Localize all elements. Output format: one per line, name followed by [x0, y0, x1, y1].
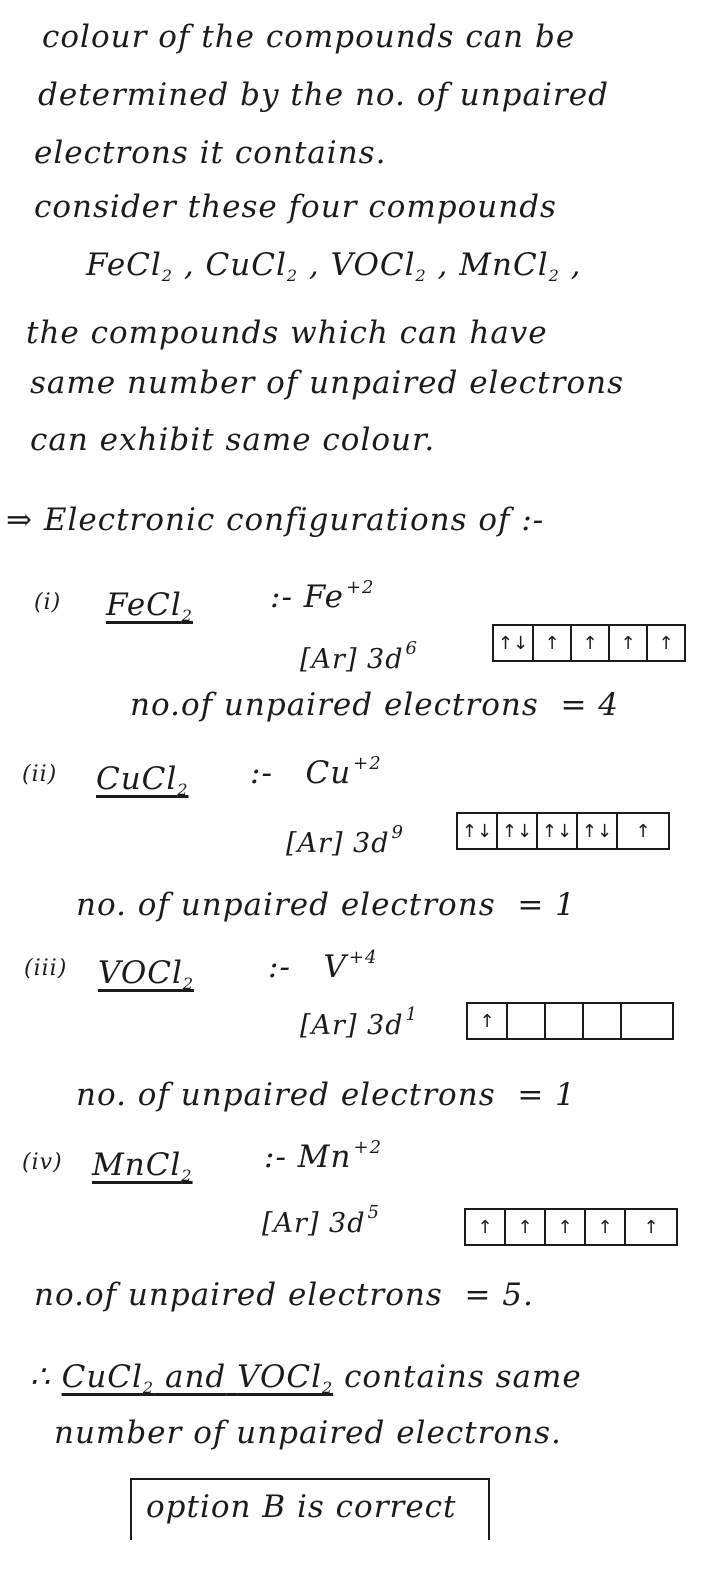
conclusion-underlined: CuCl2 and VOCl2: [61, 1359, 334, 1397]
compound-fecl2: FeCl2: [86, 247, 173, 285]
orbital-box: ↑: [643, 1216, 659, 1238]
item-ion: :- Cu $^{+2}$: [250, 753, 382, 791]
item-number: (ii): [22, 762, 58, 787]
orbital-box: ↑: [546, 1210, 586, 1244]
orbital-box: [546, 1004, 584, 1038]
orbital-diagram: [464, 1208, 678, 1246]
conclusion-line-1: ∴ CuCl2 and VOCl2 contains same: [30, 1359, 582, 1397]
intro-line-8: can exhibit same colour.: [30, 422, 436, 458]
intro-line-6: the compounds which can have: [26, 315, 548, 351]
orbital-box: ↑↓: [458, 814, 498, 848]
item-ion: :- Fe $^{+2}$: [270, 577, 375, 615]
orbital-box: ↑: [534, 626, 572, 660]
item-compound: MnCl2: [92, 1147, 193, 1185]
orbital-box: ↑↓: [538, 814, 578, 848]
intro-line-2: determined by the no. of unpaired: [38, 77, 609, 113]
intro-line-1: colour of the compounds can be: [42, 19, 576, 55]
orbital-box: ↑↓: [494, 626, 534, 660]
answer-text: option B is correct: [146, 1489, 457, 1525]
item-config: [Ar] 3d $^5$: [262, 1202, 380, 1239]
intro-line-7: same number of unpaired electrons: [30, 365, 624, 401]
orbital-box: ↑: [658, 632, 674, 654]
item-config: [Ar] 3d $^6$: [300, 638, 418, 675]
unpaired-count: no. of unpaired electrons = 1: [76, 887, 576, 923]
intro-line-4: consider these four compounds: [34, 189, 557, 225]
item-number: (iv): [22, 1150, 63, 1175]
item-ion: :- V $^{+4}$: [268, 947, 378, 985]
orbital-box: ↑↓: [498, 814, 538, 848]
orbital-box: [622, 1004, 672, 1038]
orbital-box: ↑: [468, 1004, 508, 1038]
orbital-box: ↑: [466, 1210, 506, 1244]
item-ion: :- Mn $^{+2}$: [264, 1137, 383, 1175]
orbital-box: ↑: [506, 1210, 546, 1244]
section-heading: ⇒ Electronic configurations of :-: [6, 502, 545, 538]
compound-list: FeCl2 , CuCl2 , VOCl2 , MnCl2 ,: [86, 247, 582, 285]
compound-vocl2: VOCl2: [330, 247, 427, 285]
orbital-box: ↑: [610, 626, 648, 660]
compound-cucl2: CuCl2: [205, 247, 299, 285]
intro-line-3: electrons it contains.: [34, 135, 387, 171]
item-number: (i): [34, 590, 62, 615]
item-compound: VOCl2: [98, 955, 195, 993]
item-compound: CuCl2: [96, 761, 189, 799]
orbital-box: [584, 1004, 622, 1038]
orbital-diagram: [492, 624, 686, 662]
orbital-diagram: [456, 812, 670, 850]
orbital-diagram: [466, 1002, 674, 1040]
orbital-box: [508, 1004, 546, 1038]
orbital-box: ↑: [572, 626, 610, 660]
answer-box: [130, 1478, 490, 1540]
orbital-box: ↑: [586, 1210, 626, 1244]
unpaired-count: no. of unpaired electrons = 1: [76, 1077, 576, 1113]
item-config: [Ar] 3d $^9$: [286, 822, 404, 859]
item-number: (iii): [24, 956, 68, 981]
orbital-box: ↑↓: [578, 814, 618, 848]
orbital-box: ↑: [635, 820, 651, 842]
unpaired-count: no.of unpaired electrons = 5.: [34, 1277, 534, 1313]
unpaired-count: no.of unpaired electrons = 4: [130, 687, 620, 723]
compound-mncl2: MnCl2: [459, 247, 560, 285]
item-compound: FeCl2: [106, 587, 193, 625]
conclusion-line-2: number of unpaired electrons.: [54, 1415, 562, 1451]
item-config: [Ar] 3d $^1$: [300, 1004, 418, 1041]
